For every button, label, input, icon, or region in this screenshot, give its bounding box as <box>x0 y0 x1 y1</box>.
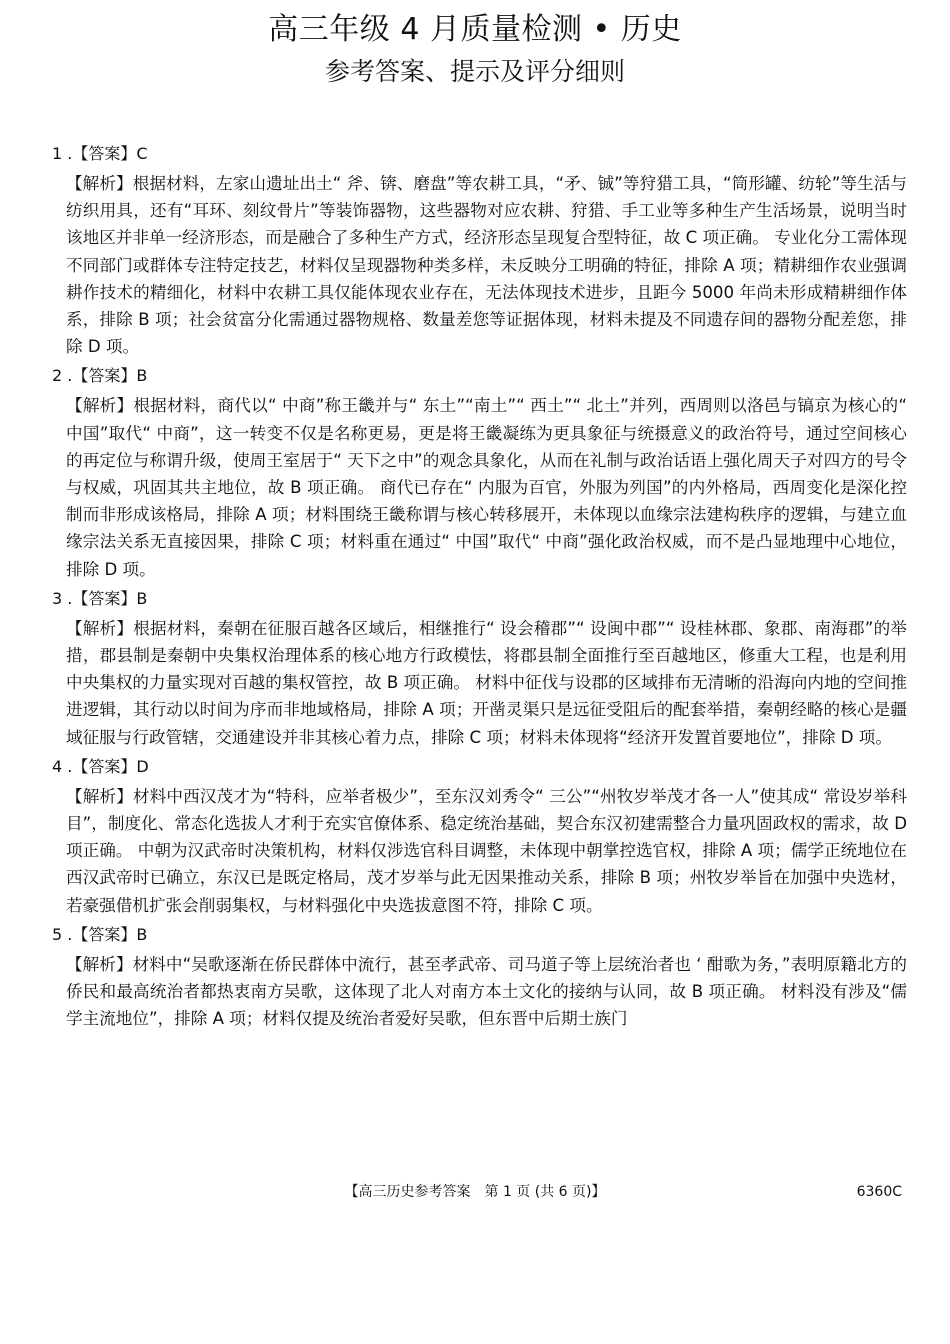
footer-page-info: 【高三历史参考答案 第 1 页 (共 6 页)】 <box>344 1184 606 1200</box>
explanation: 【解析】根据材料，商代以“ 中商”称王畿并与“ 东土”“南土”“ 西土”“ 北土”并列，西周则以洛邑与镐京为核心的“ 中国”取代“ 中商”，这一转变不仅是名称更易，更是将王畿凝练为更具象征与统摄意义的政治符号，通过空间核心的再定位与称谓升级，使周王室居于“ 天下之中”的观念具象化，从而在礼制与政治话语上强化周天子对四方的号令与权威，巩固其共主地位，故 B 项正确。 商代已存在“ 内服为百官，外服为列国”的内外格局，西周变化是深化控制而非形成该格局，排除 A 项；材料围绕王畿称谓与核心转移展开，未体现以血缘宗法建构秩序的逻辑，与建立血缘宗法关系无直接因果，排除 C 项；材料重在通过“ 中国”取代“ 中商”强化政治权威，而不是凸显地理中心地位，排除 D 项。 <box>66 396 907 579</box>
explanation: 【解析】材料中“吴歌逐渐在侨民群体中流行，甚至孝武帝、司马道子等上层统治者也 ‘ 酣歌为务，”表明原籍北方的侨民和最高统治者都热衷南方吴歌，这体现了北人对南方本土文化的接纳与认同，故 B 项正确。 材料没有涉及“儒学主流地位”，排除 A 项；材料仅提及统治者爱好吴歌，但东晋中后期士族门 <box>66 954 907 1029</box>
answer-line: 4 .【答案】D <box>52 756 149 776</box>
answer-line: 1 .【答案】C <box>52 144 148 163</box>
question-4 <box>52 755 907 919</box>
question-3 <box>52 587 907 751</box>
page-footer <box>0 1180 950 1204</box>
question-1 <box>52 142 907 360</box>
page-title: 高三年级 4 月质量检测 • 历史 <box>268 12 682 47</box>
answer-line: 5 .【答案】B <box>52 924 148 944</box>
question-5 <box>52 923 907 1033</box>
page-subtitle: 参考答案、提示及评分细则 <box>324 57 625 86</box>
footer-code: 6360C <box>856 1184 902 1200</box>
explanation: 【解析】材料中西汉茂才为“特科，应举者极少”，至东汉刘秀令“ 三公”“州牧岁举茂才各一人”使其成“ 常设岁举科目”，制度化、常态化选拔人才利于充实官僚体系、稳定统治基础，契合东汉初建需整合力量巩固政权的需求，故 D 项正确。 中朝为汉武帝时决策机构，材料仅涉选官科目调整，未体现中朝掌控选官权，排除 A 项；儒学正统地位在西汉武帝时已确立，东汉已是既定格局，茂才岁举与此无因果推动关系，排除 B 项；州牧岁举旨在加强中央选材，若豪强借机扩张会削弱集权，与材料强化中央选拔意图不符，排除 C 项。 <box>66 786 907 915</box>
explanation: 【解析】根据材料，左家山遗址出土“ 斧、锛、磨盘”等农耕工具，“矛、铖”等狩猎工具，“筒形罐、纺轮”等生活与纺织用具，还有“耳环、刻纹骨片”等装饰器物，这些器物对应农耕、狩猎、手工业等多种生产生活场景，说明当时该地区并非单一经济形态，而是融合了多种生产方式，经济形态呈现复合型特征，故 C 项正确。 专业化分工需体现不同部门或群体专注特定技艺，材料仅呈现器物种类多样，未反映分工明确的特征，排除 A 项；精耕细作农业强调耕作技术的精细化，材料中农耕工具仅能体现农业存在，无法体现技术进步，且距今 5000 年尚未形成精耕细作体系，排除 B 项；社会贫富分化需通过器物规格、数量差您等证据体现，材料未提及不同遗存间的器物分配差您，排除 D 项。 <box>66 174 907 357</box>
answer-line: 3 .【答案】B <box>52 588 148 608</box>
question-2 <box>52 364 907 582</box>
explanation: 【解析】根据材料，秦朝在征服百越各区域后，相继推行“ 设会稽郡”“ 设闽中郡”“ 设桂林郡、象郡、南海郡”的举措，郡县制是秦朝中央集权治理体系的核心地方行政模怯，将郡县制全面推行至百越地区，修重大工程，也是利用中央集权的力量实现对百越的集权管控，故 B 项正确。 材料中征伐与设郡的区域排布无清晰的沿海向内地的空间推进逻辑，其行动以时间为序而非地域格局，排除 A 项；开凿灵渠只是远征受阻后的配套举措，秦朝经略的核心是疆域征服与行政管辖，交通建设并非其核心着力点，排除 C 项；材料未体现将“经济开发置首要地位”，排除 D 项。 <box>66 618 907 747</box>
answer-list <box>52 142 907 1036</box>
answer-line: 2 .【答案】B <box>52 366 148 386</box>
